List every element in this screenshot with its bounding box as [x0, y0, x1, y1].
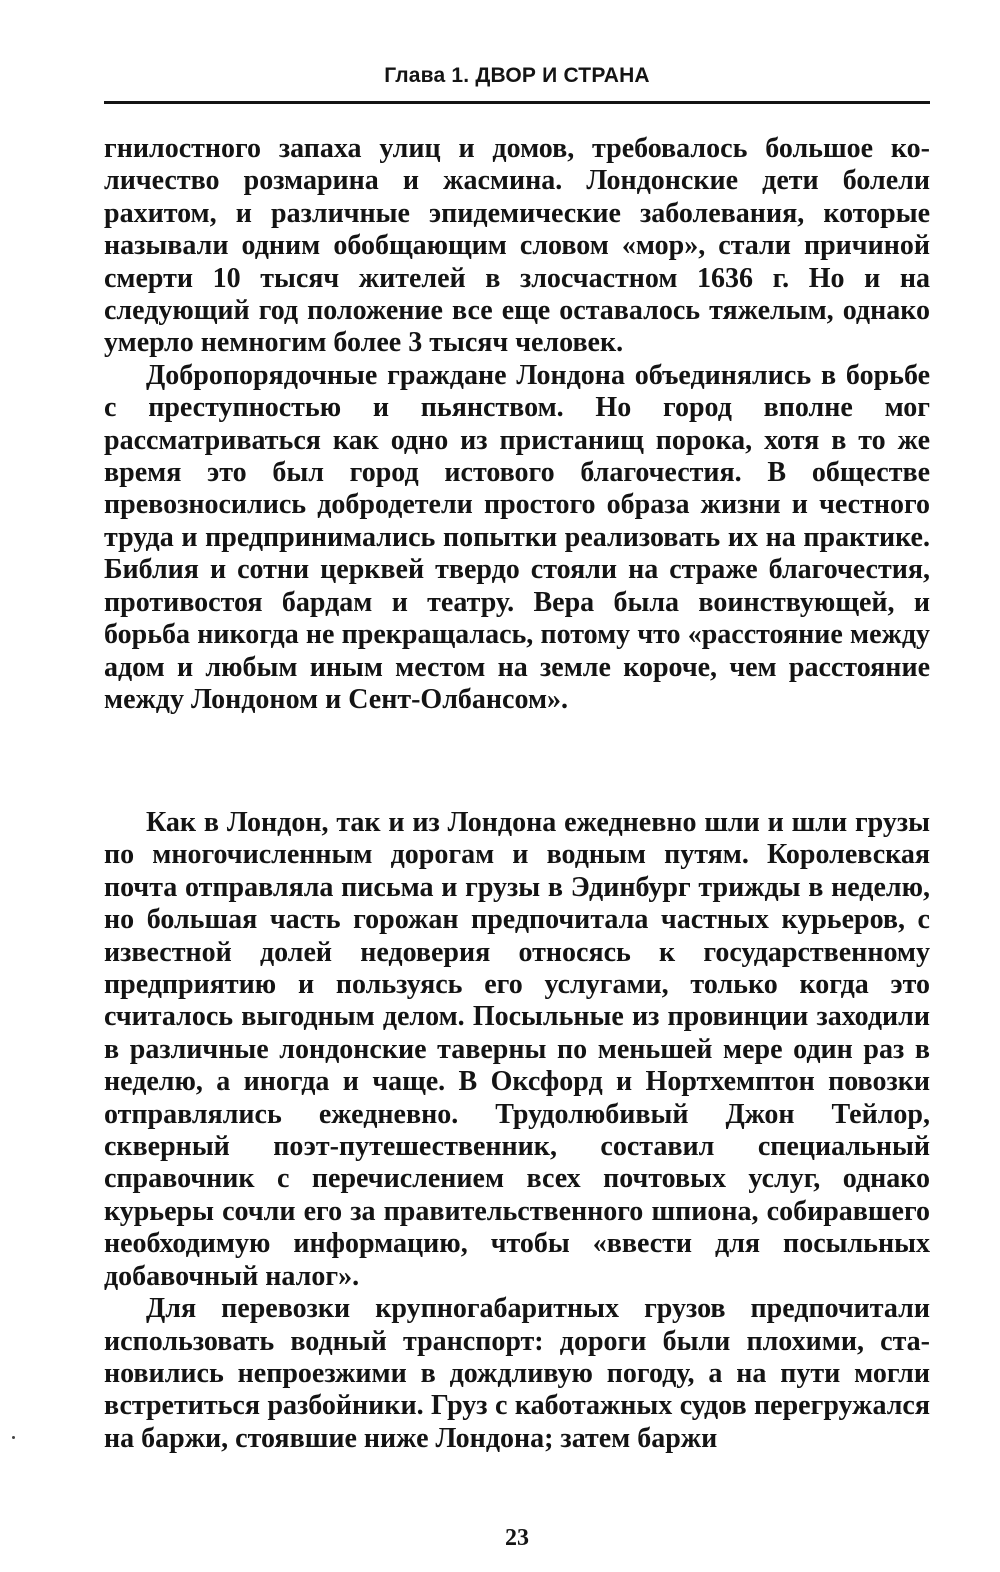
paragraph: Для перевозки крупногабаритных грузов предпочитали использовать водный транспорт: дороги были плохими, становились непроезжими в дождливую погоду, а на пути могли встретиться разбойники. Груз с каботажных судов перегружался на баржи, стоявшие ниже Лондона; затем баржи [104, 1293, 930, 1454]
text-block-lower [104, 807, 930, 1455]
header-rule [104, 101, 930, 104]
running-head: Глава 1. ДВОР И СТРАНА [384, 64, 650, 87]
text-block-upper [104, 133, 930, 716]
paragraph-continued: гнилостного запаха улиц и домов, требовалось большое количество розмарина и жасмина. Лондонские дети болели рахитом, и различные эпидемические заболевания, которые называли одним обобщающим словом «мор», стали причиной смерти 10 тысяч жителей в злосчастном 1636 г. Но и на следующий год положение все еще оставалось тяжелым, однако умерло немногим более 3 тысяч человек. [104, 133, 930, 359]
paragraph: Как в Лондон, так и из Лондона ежедневно шли и шли грузы по многочисленным дорогам и водным путям. Королевская почта отправляла письма и грузы в Эдинбург трижды в неделю, но большая часть горожан предпочитала частных курьеров, с известной долей недоверия относясь к государственному предприятию и пользуясь его услугами, только когда это считалось выгодным делом. Посыльные из провинции заходили в различные лондонские таверны по меньшей мере один раз в неделю, а иногда и чаще. В Оксфорд и Нортхемптон повозки отправлялись ежедневно. Трудолюбивый Джон Тейлор, скверный поэт-путешественник, составил специальный справочник с перечислением всех почтовых услуг, однако курьеры сочли его за правительственного шпиона, собиравшего необходимую информацию, чтобы «ввести для посыльных добавочный налог». [104, 807, 930, 1292]
page-number: 23 [505, 1525, 529, 1551]
scan-speck [12, 1436, 15, 1439]
paragraph: Добропорядочные граждане Лондона объединялись в борьбе с преступностью и пьянством. Но город вполне мог рассматриваться как одно из пристанищ порока, хотя в то же время это был город истового благочестия. В обществе превозносились добродетели простого образа жизни и честного труда и предпринимались попытки реализовать их на практике. Библия и сотни церквей твердо стояли на страже благочестия, противостоя бардам и театру. Вера была воинствующей, и борьба никогда не прекращалась, потому что «расстояние между адом и любым иным местом на земле короче, чем расстояние между Лондоном и Сент-Олбансом». [104, 359, 930, 715]
